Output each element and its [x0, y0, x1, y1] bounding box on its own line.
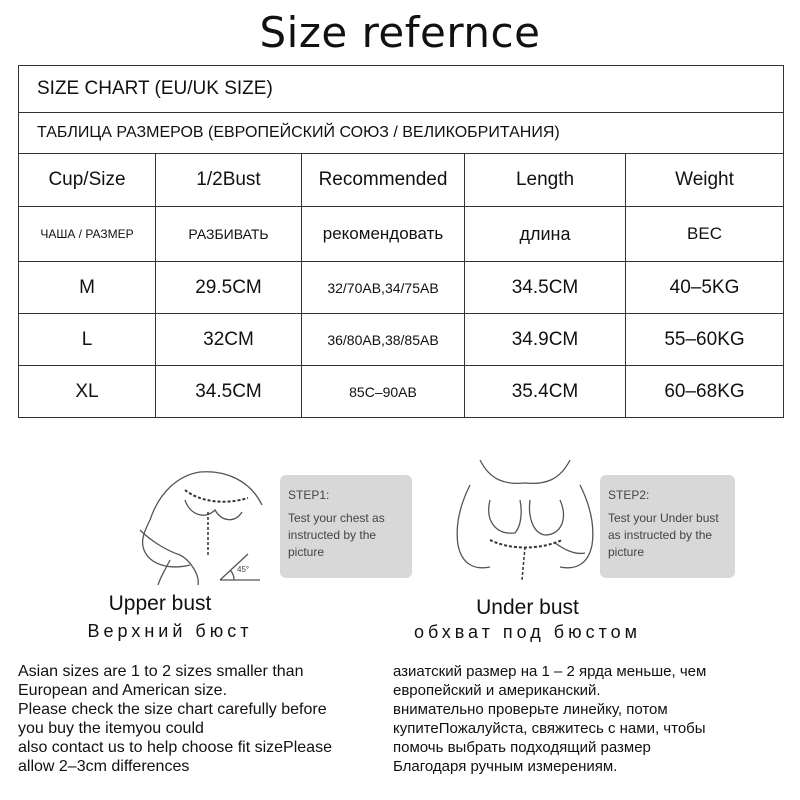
page-title: Size refernce	[259, 8, 541, 57]
step1-label: STEP1:	[288, 488, 330, 502]
table-cell: 34.9CM	[465, 314, 626, 366]
note-line: you buy the itemyou could	[18, 720, 204, 737]
table-cell: 34.5CM	[156, 366, 302, 418]
size-chart-table	[18, 65, 784, 418]
size-chart-heading: SIZE CHART (EU/UK SIZE)	[19, 66, 784, 113]
size-chart-heading-ru: ТАБЛИЦА РАЗМЕРОВ (ЕВРОПЕЙСКИЙ СОЮЗ / ВЕЛИКОБРИТАНИЯ)	[19, 113, 784, 154]
table-row	[19, 314, 784, 366]
column-header: Recommended	[302, 154, 465, 207]
under-bust-caption-ru: обхват под бюстом	[413, 622, 642, 642]
column-header: Cup/Size	[19, 154, 156, 207]
table-cell: 32/70AB,34/75AB	[302, 262, 465, 314]
note-line: помочь выбрать подходящий размер	[393, 739, 651, 756]
table-cell: 55–60KG	[626, 314, 784, 366]
column-header-ru: рекомендовать	[302, 207, 465, 262]
table-cell: 40–5KG	[626, 262, 784, 314]
table-row	[19, 262, 784, 314]
note-line: Please check the size chart carefully before	[18, 701, 327, 718]
column-header-ru: РАЗБИВАТЬ	[156, 207, 302, 262]
note-line: also contact us to help choose fit sizePlease	[18, 739, 332, 756]
notes-ru	[393, 662, 706, 776]
note-line: купитеПожалуйста, свяжитесь с нами, чтобы	[393, 720, 706, 737]
under-bust-illustration	[450, 455, 600, 585]
note-line: allow 2–3cm differences	[18, 758, 190, 775]
step2-text: Test your Under bust as instructed by the picture	[608, 511, 719, 559]
note-line: европейский и американский.	[393, 682, 601, 699]
table-cell: 60–68KG	[626, 366, 784, 418]
table-header-row-en	[19, 66, 784, 113]
column-header-row	[19, 154, 784, 207]
table-cell: 34.5CM	[465, 262, 626, 314]
note-line: внимательно проверьте линейку, потом	[393, 701, 668, 718]
column-header: Length	[465, 154, 626, 207]
table-cell: L	[19, 314, 156, 366]
column-header-ru: длина	[465, 207, 626, 262]
step1-text: Test your chest as instructed by the picture	[288, 511, 385, 559]
table-cell: M	[19, 262, 156, 314]
upper-bust-caption-ru: Верхний бюст	[87, 621, 253, 641]
upper-bust-caption: Upper bust	[108, 592, 212, 615]
column-header: Weight	[626, 154, 784, 207]
table-cell: 35.4CM	[465, 366, 626, 418]
column-header: 1/2Bust	[156, 154, 302, 207]
table-cell: 29.5CM	[156, 262, 302, 314]
angle-label: 45°	[237, 565, 250, 574]
step2-label: STEP2:	[608, 488, 650, 502]
column-header-ru: ЧАША / РАЗМЕР	[19, 207, 156, 262]
column-header-row-ru	[19, 207, 784, 262]
note-line: азиатский размер на 1 – 2 ярда меньше, чем	[393, 663, 707, 680]
table-header-row-ru	[19, 113, 784, 154]
note-line: European and American size.	[18, 682, 228, 699]
table-cell: XL	[19, 366, 156, 418]
table-cell: 85C–90AB	[302, 366, 465, 418]
step2-box	[600, 475, 735, 578]
note-line: Благодаря ручным измерениям.	[393, 758, 618, 775]
under-bust-caption: Under bust	[476, 596, 579, 619]
notes-en	[18, 662, 332, 776]
step1-box	[280, 475, 412, 578]
table-cell: 32CM	[156, 314, 302, 366]
table-cell: 36/80AB,38/85AB	[302, 314, 465, 366]
column-header-ru: ВЕС	[626, 207, 784, 262]
table-row	[19, 366, 784, 418]
note-line: Asian sizes are 1 to 2 sizes smaller than	[18, 663, 304, 680]
